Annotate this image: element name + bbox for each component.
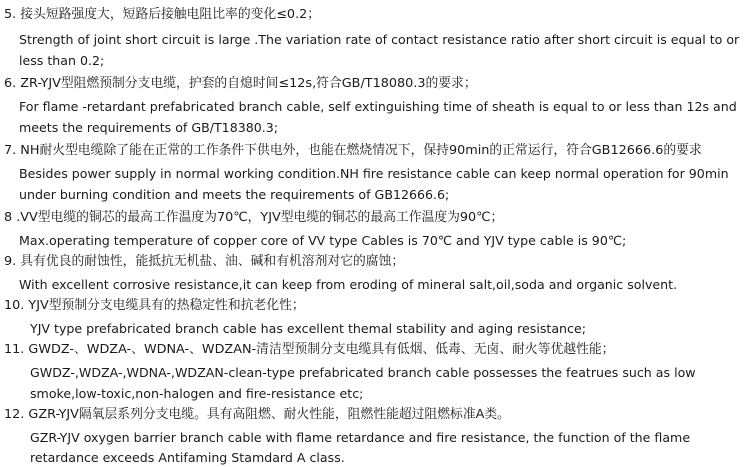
item-11-english-line-2: smoke,low-toxic,non-halogen and fire-resistance etc; [30,386,364,401]
item-12-english-line-2: retardance exceeds Antifaming Stamdard A class. [30,450,345,465]
item-11-english-line-1: GWDZ-,WDZA-,WDNA-,WDZAN-clean-type prefabricated branch cable possesses the featrues such as low [30,365,696,380]
item-12-chinese: 12. GZR-YJV隔氧层系列分支电缆。具有高阻燃、耐火性能，阻燃性能超过阻燃标准A类。 [4,407,510,422]
item-10-english-line-1: YJV type prefabricated branch cable has excellent themal stability and aging resistance; [30,321,586,336]
item-6-english-line-2: meets the requirements of GB/T18380.3; [19,120,279,135]
item-7-english-line-2: under burning condition and meets the requirements of GB12666.6; [19,187,450,202]
item-5-english-line-2: less than 0.2; [19,53,105,68]
item-8-english-line-1: Max.operating temperature of copper core of VV type Cables is 70℃ and YJV type cable is 90℃; [19,233,627,248]
item-7-chinese: 7. NH耐火型电缆除了能在正常的工作条件下供电外，也能在燃烧情况下，保持90min的正常运行，符合GB12666.6的要求 [4,143,702,158]
item-6-chinese: 6. ZR-YJV型阻燃预制分支电缆，护套的自熄时间≤12s,符合GB/T18080.3的要求； [4,76,477,91]
item-11-chinese: 11. GWDZ-、WDZA-、WDNA-、WDZAN-清洁型预制分支电缆具有低烟、低毒、无卤、耐火等优越性能； [4,342,615,357]
item-12-english-line-1: GZR-YJV oxygen barrier branch cable with flame retardance and fire resistance, the function of the flame [30,430,691,445]
item-6-english-line-1: For flame -retardant prefabricated branch cable, self extinguishing time of sheath is equal to or less than 12s and [19,99,737,114]
item-5-chinese: 5. 接头短路强度大，短路后接触电阻比率的变化≤0.2； [4,7,321,22]
item-10-chinese: 10. YJV型预制分支电缆具有的热稳定性和抗老化性； [4,298,305,313]
item-7-english-line-1: Besides power supply in normal working condition.NH fire resistance cable can keep normal operation for 90min [19,166,729,181]
item-5-english-line-1: Strength of joint short circuit is large .The variation rate of contact resistance ratio after short circuit is equal to or [19,32,740,47]
item-9-english-line-1: With excellent corrosive resistance,it can keep from eroding of mineral salt,oil,soda and organic solvent. [19,277,678,292]
item-8-chinese: 8 .VV型电缆的铜芯的最高工作温度为70℃，YJV型电缆的铜芯的最高工作温度为90℃； [4,210,504,225]
item-9-chinese: 9. 具有优良的耐蚀性，能抵抗无机盐、油、碱和有机溶剂对它的腐蚀； [4,254,405,269]
